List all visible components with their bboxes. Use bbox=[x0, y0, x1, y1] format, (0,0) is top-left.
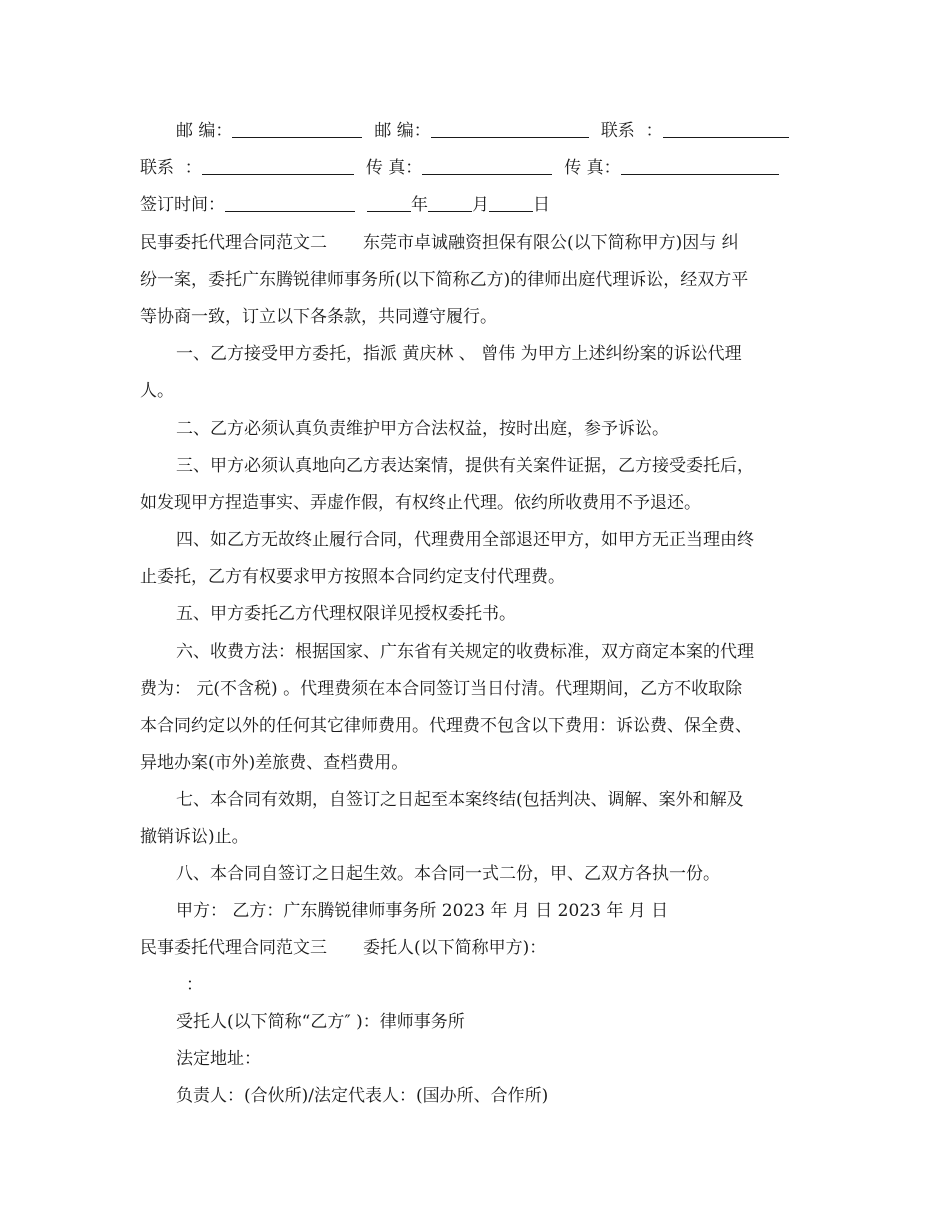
contract2-heading: 民事委托代理合同范文二 bbox=[140, 233, 327, 253]
contact-blank-a bbox=[663, 119, 789, 138]
clause-1-cont: 人。 bbox=[140, 381, 174, 401]
signature-line: 甲方： 乙方：广东腾锐律师事务所 2023 年 月 日 2023 年 月 日 bbox=[176, 901, 669, 921]
day-label: 日 bbox=[533, 195, 550, 215]
postcode-label-b: 邮 编： bbox=[374, 121, 431, 141]
clause-7: 七、本合同有效期，自签订之日起至本案终结(包括判决、调解、案外和解及 bbox=[176, 790, 744, 810]
fax-label-b: 传 真： bbox=[564, 158, 621, 178]
clause-6-cont-1: 费为： 元(不含税) 。代理费须在本合同签订当日付清。代理期间，乙方不收取除 bbox=[140, 679, 743, 699]
clause-6-cont-2: 本合同约定以外的任何其它律师费用。代理费不包含以下费用：诉讼费、保全费、 bbox=[140, 716, 752, 736]
fax-label-a: 传 真： bbox=[365, 158, 423, 178]
contact-row-2 bbox=[140, 150, 820, 187]
legal-address-label: 法定地址： bbox=[176, 1049, 261, 1069]
responsible-label: 负责人：(合伙所)/法定代表人：(国办所、合作所) bbox=[176, 1086, 549, 1106]
sign-date-label: 签订时间： bbox=[140, 195, 225, 215]
clause-7-cont: 撤销诉讼)止。 bbox=[140, 827, 249, 847]
clause-8: 八、本合同自签订之日起生效。本合同一式二份，甲、乙双方各执一份。 bbox=[176, 864, 720, 884]
contract2-heading-line bbox=[140, 225, 820, 262]
year-blank bbox=[367, 193, 411, 212]
contract2-intro-3: 等协商一致，订立以下各条款，共同遵守履行。 bbox=[140, 307, 497, 327]
clause-4: 四、如乙方无故终止履行合同，代理费用全部退还甲方，如甲方无正当理由终 bbox=[176, 530, 754, 550]
contract2-intro-1: 东莞市卓诚融资担保有限公(以下简称甲方)因与 纠 bbox=[363, 233, 739, 253]
contact-label-a: 联系 ： bbox=[600, 121, 663, 141]
principal-label: 委托人(以下简称甲方)： bbox=[363, 938, 547, 958]
clause-6-cont-3: 异地办案(市外)差旅费、查档费用。 bbox=[140, 753, 409, 773]
day-blank bbox=[489, 193, 533, 212]
clause-3-cont: 如发现甲方捏造事实、弄虚作假，有权终止代理。依约所收费用不予退还。 bbox=[140, 493, 701, 513]
clause-2: 二、乙方必须认真负责维护甲方合法权益，按时出庭，参予诉讼。 bbox=[176, 419, 669, 439]
colon-line: ： bbox=[186, 975, 203, 995]
year-label: 年 bbox=[411, 195, 428, 215]
month-label: 月 bbox=[472, 195, 489, 215]
month-blank bbox=[428, 193, 472, 212]
postcode-label-a: 邮 编： bbox=[176, 121, 233, 141]
clause-3: 三、甲方必须认真地向乙方表达案情，提供有关案件证据，乙方接受委托后， bbox=[176, 456, 754, 476]
contact-blank-b bbox=[202, 156, 354, 175]
contract3-heading: 民事委托代理合同范文三 bbox=[140, 938, 327, 958]
fax-blank-a bbox=[422, 156, 552, 175]
postcode-blank-a bbox=[232, 119, 362, 138]
contact-row-1 bbox=[176, 113, 856, 150]
contract2-intro-2: 纷一案，委托广东腾锐律师事务所(以下简称乙方)的律师出庭代理诉讼，经双方平 bbox=[140, 270, 749, 290]
sign-date-blank bbox=[225, 193, 355, 212]
clause-5: 五、甲方委托乙方代理权限详见授权委托书。 bbox=[176, 604, 516, 624]
clause-4-cont: 止委托，乙方有权要求甲方按照本合同约定支付代理费。 bbox=[140, 567, 565, 587]
fax-blank-b bbox=[621, 156, 779, 175]
contact-label-b: 联系 ： bbox=[140, 158, 202, 178]
postcode-blank-b bbox=[431, 119, 589, 138]
clause-1: 一、乙方接受甲方委托，指派 黄庆林 、 曾伟 为甲方上述纠纷案的诉讼代理 bbox=[176, 344, 742, 364]
contract3-heading-line bbox=[140, 930, 820, 967]
agent-label: 受托人(以下简称“乙方″ )：律师事务所 bbox=[176, 1012, 465, 1032]
sign-date-row bbox=[140, 187, 820, 224]
clause-6: 六、收费方法：根据国家、广东省有关规定的收费标准，双方商定本案的代理 bbox=[176, 642, 754, 662]
